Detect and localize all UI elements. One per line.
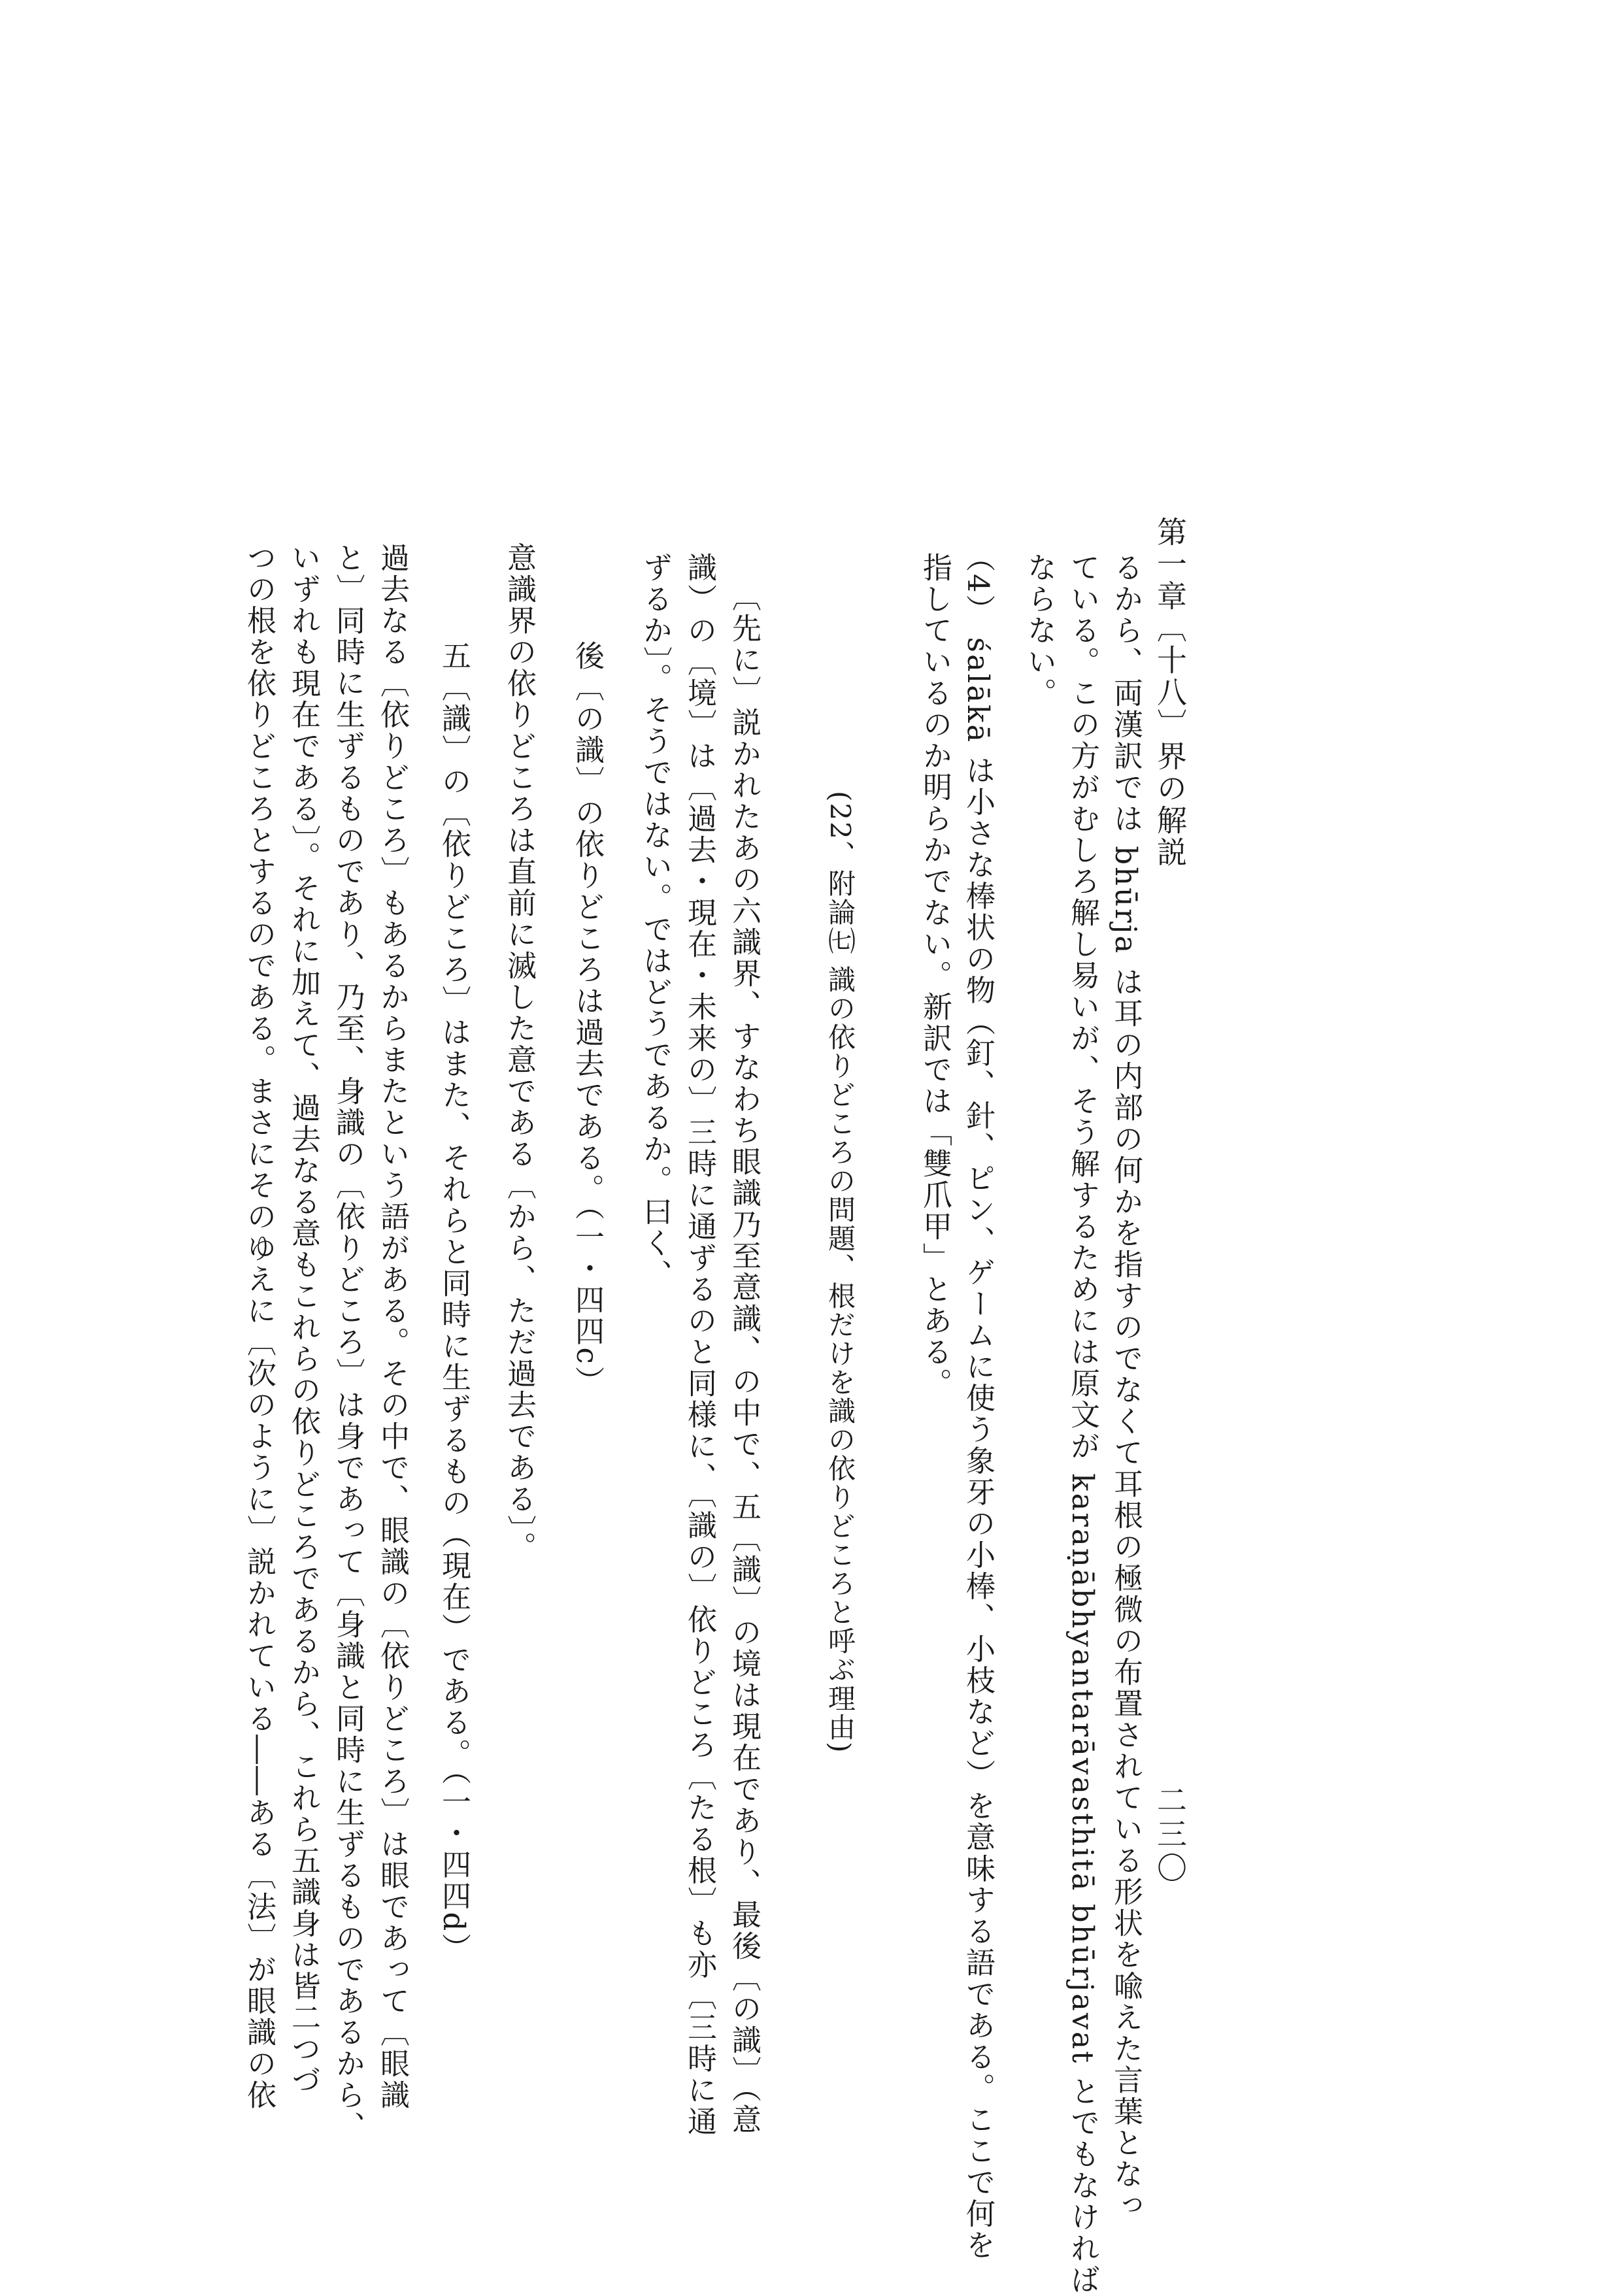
note-line: （4） śalākā は小さな棒状の物（釘、針、ピン、ゲームに使う象牙の小棒、小枝など）を意味する語である。ここで何を: [961, 542, 996, 2261]
body-line: と〕同時に生ずるものであり、乃至、身識の〔依りどころ〕は身であって〔身識と同時に生ずるものであるから、: [331, 542, 365, 2142]
body-line: いずれも現在である〕。それに加えて、過去なる意もこれらの依りどころであるから、これら五識身は皆二つづ: [286, 542, 321, 2097]
body-line: 意識界の依りどころは直前に滅した意である〔から、ただ過去である〕。: [502, 542, 537, 1563]
note-line: ならない。: [1022, 552, 1057, 709]
note-line: ている。この方がむしろ解し易いが、そう解するためには原文が karaṇābhyantarāvasthitā bhūrjavat とでもなければ: [1065, 552, 1100, 2296]
page-number: 二三〇: [1152, 1784, 1188, 1886]
verse-line: 後〔の識〕の依りどころは過去である。（一・四四c）: [570, 641, 605, 1397]
note-line: 指しているのか明らかでない。新訳では「雙爪甲」とある。: [918, 552, 952, 1399]
body-line: ずるか〕。そうではない。ではどうであるか。曰く、: [638, 552, 673, 1291]
section-heading: (22、附論㈦ 識の依りどころの問題、根だけを識の依りどころと呼ぶ理由): [824, 791, 856, 1754]
body-line: つの根を依りどころとするのである。まさにそのゆえに〔次のように〕説かれている――ある〔法〕が眼識の依: [242, 542, 276, 2111]
verse-line: 五〔識〕の〔依りどころ〕はまた、それらと同時に生ずるもの（現在）である。（一・四四d）: [437, 641, 471, 1965]
chapter-title: 第一章〔十八〕界の解説: [1152, 516, 1188, 869]
note-line: るから、両漢訳では bhūrja は耳の内部の何かを指すのでなくて耳根の極微の布置されている形状を喩えた言葉となっ: [1109, 552, 1143, 2221]
body-line: 過去なる〔依りどころ〕もあるからまたという語がある。その中で、眼識の〔依りどころ〕は眼であって〔眼識: [375, 542, 410, 2111]
body-line: 識）の〔境〕は〔過去・現在・未来の〕三時に通ずるのと同様に、〔識の〕依りどころ〔たる根〕も亦〔三時に通: [682, 552, 717, 2138]
body-line: 〔先に〕説かれたあの六識界、すなわち眼識乃至意識、の中で、五〔識〕の境は現在であり、最後〔の識〕（意: [727, 582, 761, 2136]
